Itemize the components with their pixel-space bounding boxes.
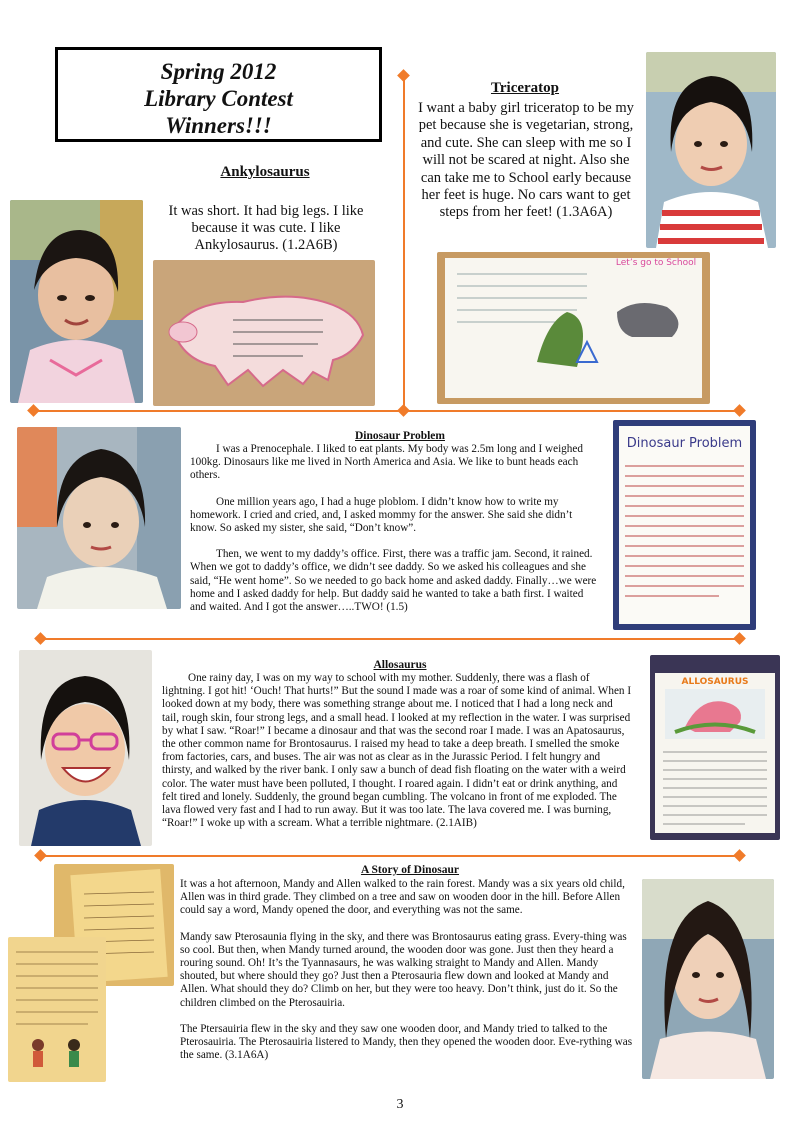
ankylosaurus-artwork [153, 260, 375, 406]
divider-diamond [733, 849, 746, 862]
ankylosaurus-text: It was short. It had big legs. I like because it was cute. I like Ankylosaurus. (1.2A6B) [168, 203, 364, 253]
divider-diamond [34, 849, 47, 862]
student-photo-story [642, 879, 774, 1079]
divider-diamond [733, 404, 746, 417]
dinosaur-problem-poster-title: Dinosaur Problem [626, 436, 743, 451]
allosaurus-poster [650, 655, 780, 840]
vertical-divider [403, 76, 405, 411]
dinosaur-problem-heading: Dinosaur Problem [355, 430, 445, 442]
divider-diamond [34, 632, 47, 645]
divider-diamond [27, 404, 40, 417]
dinosaur-problem-paragraph-1: I was a Prenocephale. I liked to eat plants. My body was 2.5m long and I weighed 100kg. Dinosaurs like me lived in North America and Asia. We like to bunt heads each others. [190, 443, 583, 482]
divider-line-3 [40, 855, 740, 857]
triceratop-heading: Triceratop [490, 80, 560, 96]
triceratop-text: I want a baby girl triceratop to be my pet because she is vegetarian, strong, and cute. She can sleep with me so I will not be scared at night. Also she can take me to School early because her feet is huge. No cars want to get steps from her feet! (1.3A6A) [418, 100, 634, 221]
student-photo-allosaurus [19, 650, 152, 846]
student-photo-triceratop [646, 52, 776, 248]
dinosaur-problem-paragraph-2: One million years ago, I had a huge ploblom. I didn’t know how to write my homework. I cried and cried, and, I asked mommy for the answer. She said she didn’t know. So asked my sister, she said, “Don’t know”. [190, 495, 573, 535]
story-paragraph-3: The Ptersauiria flew in the sky and they saw one wooden door, and Mandy tried to talked to the Pterosauiria. The Pterosauiria listered to Mandy, then they opened the wooden door. Eve-rything was the same. (3.1A6A) [180, 1022, 633, 1062]
title-line-1: Spring 2012 [160, 59, 277, 84]
allosaurus-heading: Allosaurus [373, 659, 427, 671]
contest-title-box [55, 47, 382, 142]
ankylosaurus-heading: Ankylosaurus [220, 164, 310, 180]
story-paragraph-1: It was a hot afternoon, Mandy and Allen walked to the rain forest. Mandy was a six years old child, Allen was in third grade. They climbed on a tree and saw on wooden door in the hill. Before Allen could say a word, Mandy opened the door, and everything was not the same. [180, 878, 625, 917]
dinosaur-problem-paragraph-3: Then, we went to my daddy’s office. First, there was a traffic jam. Second, it rained. When we got to daddy’s office, we didn’t see daddy. So we asked his colleagues and she said, “He went home”. So we needed to go back home and asked daddy. Finally…we were home and I asked daddy for help. But daddy said he wanted to take a bath first. I waited and waited. And I got the answer…..TWO! (1.5) [190, 548, 597, 614]
page-number: 3 [396, 1097, 404, 1112]
divider-diamond [397, 69, 410, 82]
student-photo-ankylosaurus [10, 200, 143, 403]
allosaurus-text: One rainy day, I was on my way to school with my mother. Suddenly, there was a flash of lightning. I got hit! ‘Ouch! That hurts!” But the sound I made was a roar of some kind of animal. When I looked down at my body, there was something strange about me. I noticed that I had a long neck and tail, rough skin, four strong legs, and a small head. I looked at my reflection in the water. I was surprised by what I saw. “Roar!” I became a dinosaur and that was the second roar I made. I was an Apatosaurus, the other common name for Brontosaurus. I raised my head to take a deep breath. I smelled the smoke from factories, cars, and buses. The air was not as clear as in the Jurassic Period. I felt hungry and thirsty, and walked by the river bank. I only saw a bunch of dead fish floating on the water with a weird color. The water must have been polluted, I thought. I roared again. I didn’t eat or drink anything, and felt tired and lonely. Suddenly, the ground began cumbling. The volcano in front of me exploded. The lava flowed very fast and I had to run away. But it was too late. The lava covered me. I was burning, “Roar!” I woke up with a scream. What a terrible nightmare. (2.1AIB) [162, 672, 632, 830]
dinosaur-problem-poster [613, 420, 756, 630]
dinosaur-problem-text [190, 443, 600, 614]
title-line-2: Library Contest [144, 86, 293, 111]
divider-line-1 [33, 410, 740, 412]
divider-diamond [733, 632, 746, 645]
triceratop-poster-caption: Let’s go to School [615, 258, 697, 268]
student-photo-dinosaur-problem [17, 427, 181, 609]
triceratop-artwork [437, 252, 710, 404]
story-paragraph-2: Mandy saw Pterosaunia flying in the sky, and there was Brontosaurus eating grass. Every-thing was so cool. But then, when Mandy turned around, the wooden door was gone. Just then they heard a rouring sound. Oh! It’s the Tyannasaurs, he was walking straight to Mandy and Allen. Mandy shouted, but where should they go? Just then a Pterosauria flew down and looked at Mandy and Allen. What should they do? Climb on her, but they were too heavy. Don’t think, just do it. So the children climbed on the Pterosauiria. [180, 930, 627, 1009]
allosaurus-poster-title: ALLOSAURUS [681, 677, 749, 687]
story-of-dinosaur-heading: A Story of Dinosaur [360, 864, 460, 876]
story-of-dinosaur-text [180, 878, 635, 1062]
divider-line-2 [40, 638, 740, 640]
story-artwork-bottom [8, 937, 106, 1082]
title-line-3: Winners!!! [165, 113, 272, 138]
